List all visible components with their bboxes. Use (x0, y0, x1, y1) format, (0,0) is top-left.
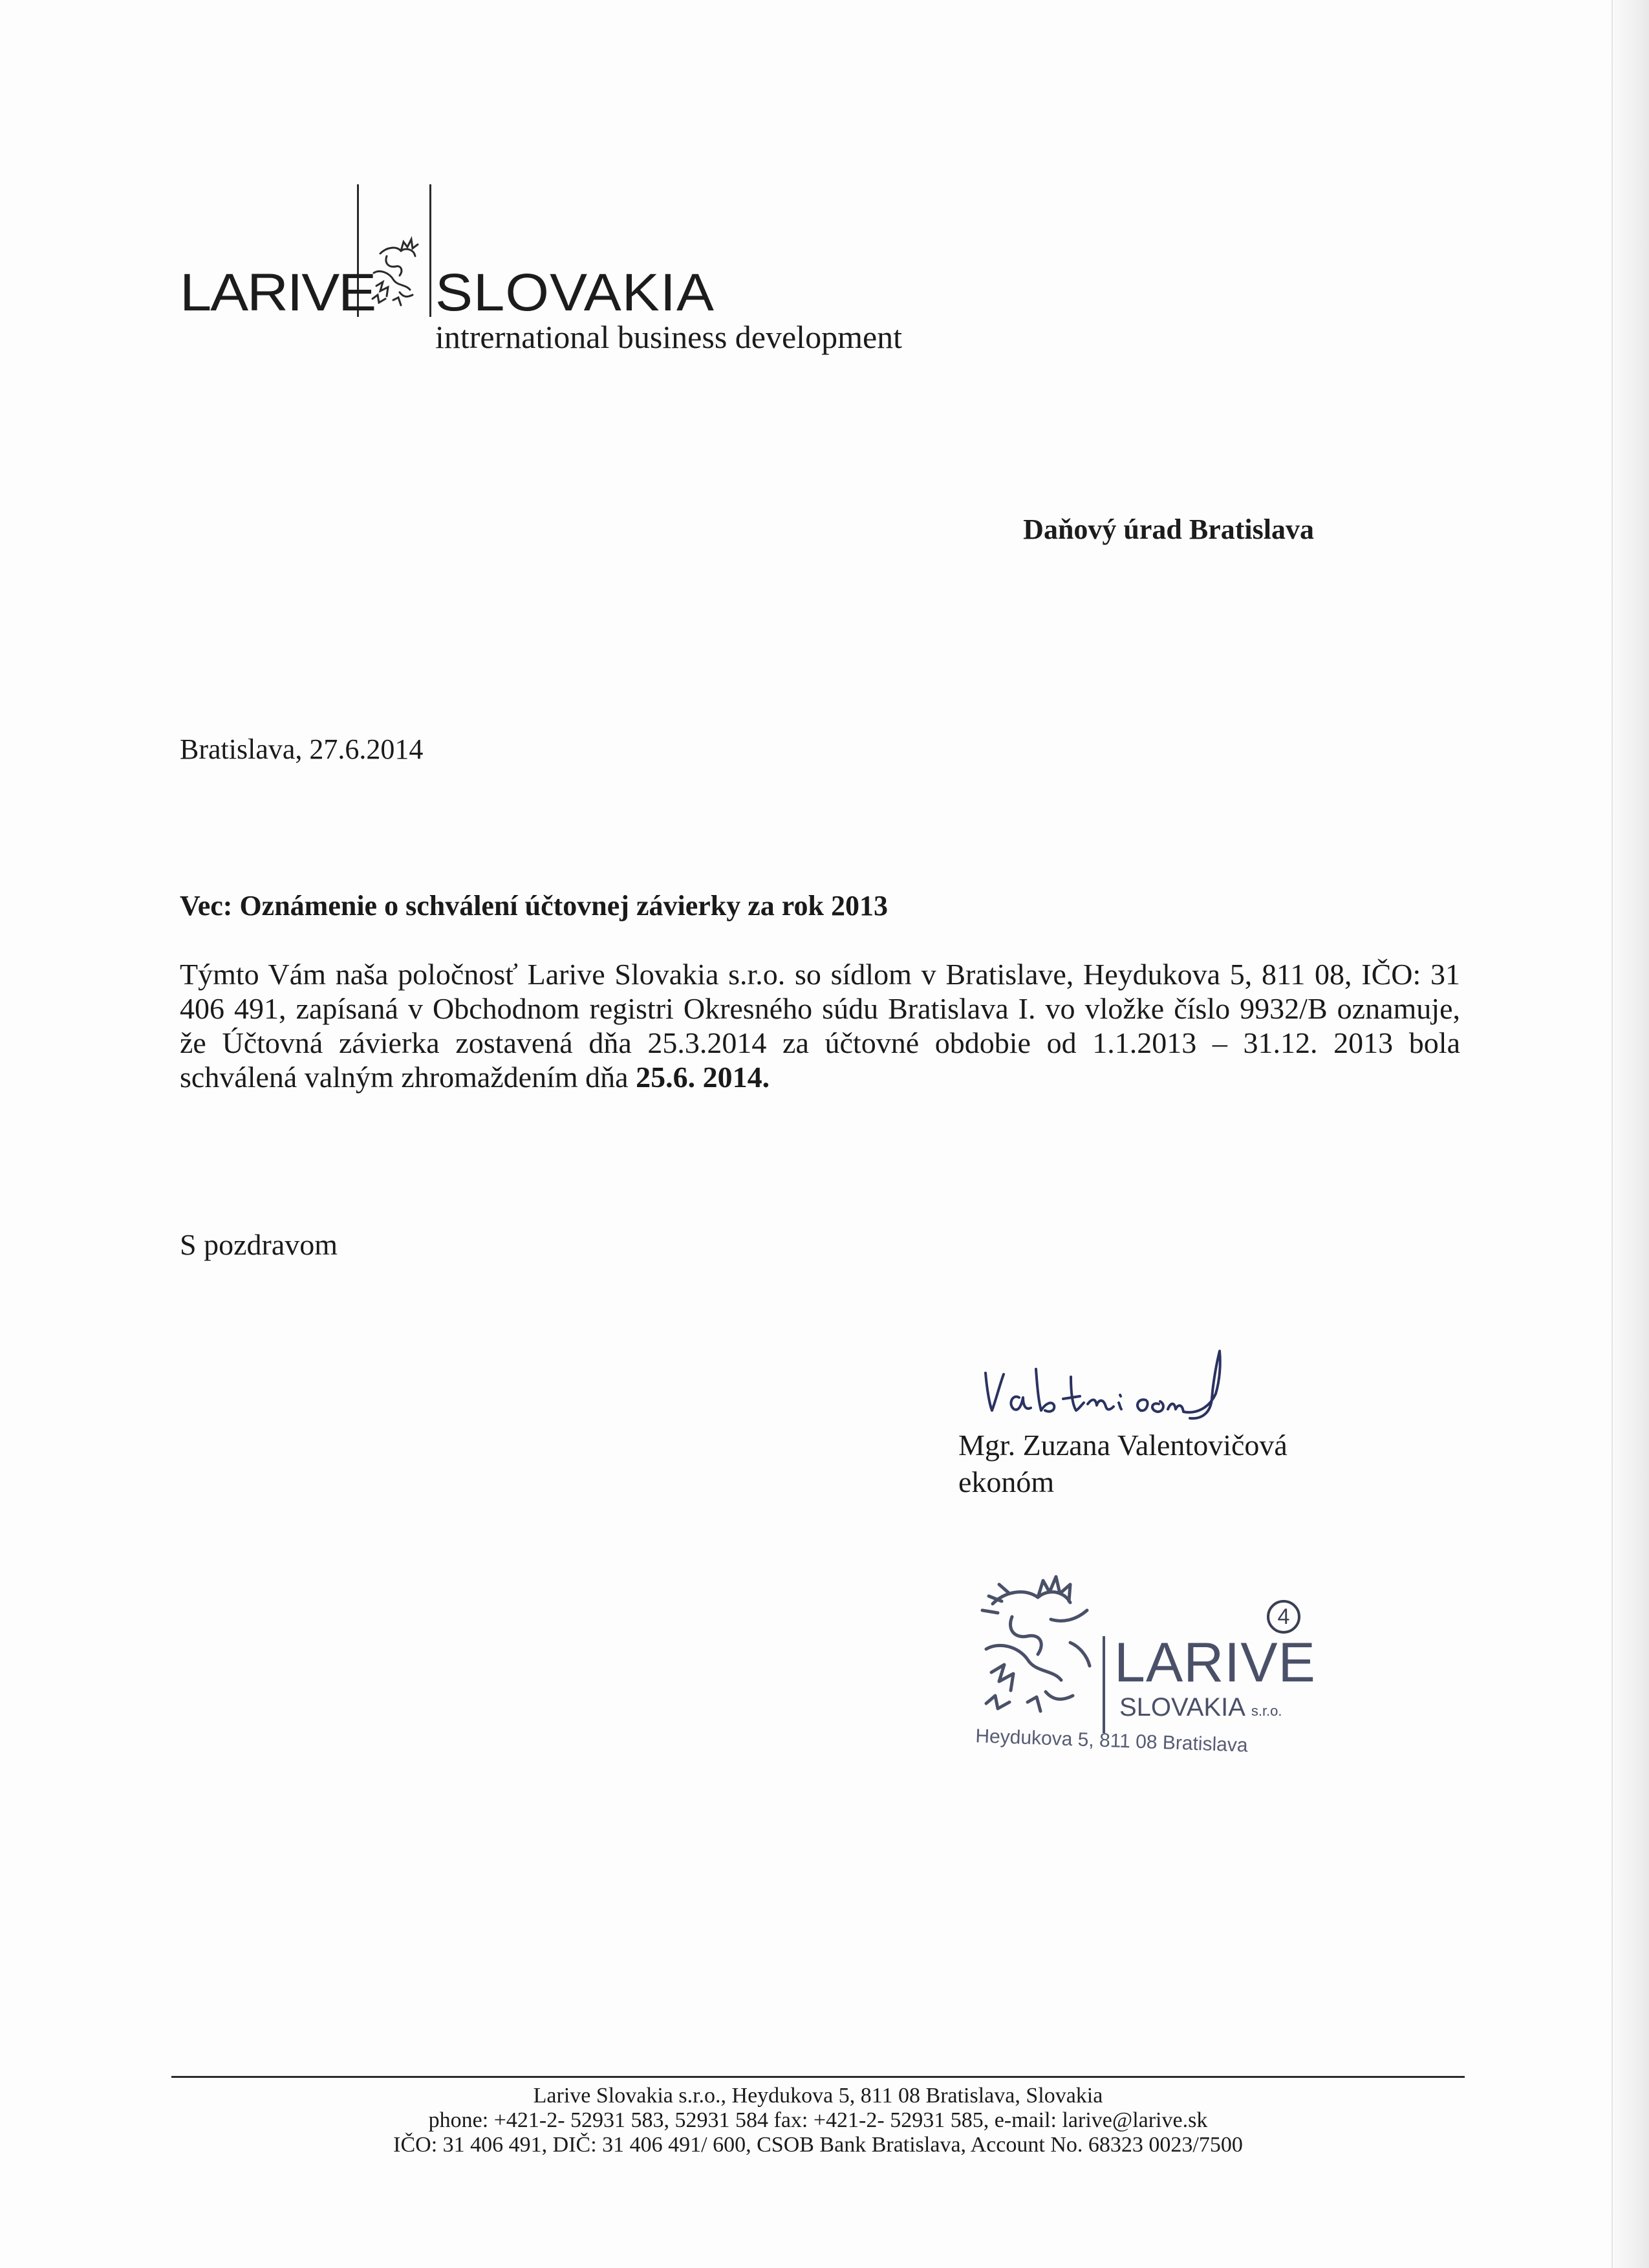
letterhead-rule-right (429, 184, 431, 317)
letterhead-name-left: LARIVE (180, 263, 376, 322)
letterhead-tagline: intrernational business development (435, 319, 903, 355)
body-text: Týmto Vám naša poločnosť Larive Slovakia s.r.o. so sídlom v Bratislave, Heydukova 5, 811 08, IČO: 31 406 491, zapísaná v Obchodnom registri Okresného súdu Bratislava I. vo vložke číslo 9932/B oznamuje, že Účtovná závierka zostavená dňa 25.3.2014 za účtovné obdobie od 1.1.2013 – 31.12. 2013 bola schválená valným zhromaždením dňa (180, 958, 1460, 1094)
stamp-divider (1103, 1636, 1105, 1733)
signer-name: Mgr. Zuzana Valentovičová (958, 1429, 1288, 1462)
griffin-logo-icon (361, 228, 426, 313)
stamp-line2 (1119, 1693, 1282, 1722)
recipient: Daňový úrad Bratislava (1023, 513, 1314, 545)
signer-role: ekonóm (958, 1465, 1055, 1498)
subject-text: Oznámenie o schválení účtovnej závierky za rok 2013 (239, 890, 888, 922)
footer-registration: IČO: 31 406 491, DIČ: 31 406 491/ 600, CSOB Bank Bratislava, Account No. 68323 0023/7500 (393, 2133, 1243, 2157)
footer-rule (171, 2076, 1465, 2078)
date-line: Bratislava, 27.6.2014 (180, 733, 424, 765)
body-paragraph (180, 957, 1460, 1094)
stamp-number: 4 (1267, 1600, 1300, 1634)
handwritten-signature (976, 1342, 1248, 1432)
footer-contact: phone: +421-2- 52931 583, 52931 584 fax: +421-2- 52931 585, e-mail: larive@larive.sk (428, 2108, 1208, 2132)
scan-edge (1613, 0, 1649, 2268)
stamp-line1: LARIVE (1114, 1632, 1316, 1694)
company-stamp (973, 1565, 1316, 1756)
letterhead-name-right: SLOVAKIA (435, 263, 715, 322)
stamp-address: Heydukova 5, 811 08 Bratislava (975, 1725, 1249, 1756)
stamp-legal-form: s.r.o. (1251, 1703, 1282, 1719)
footer (171, 2084, 1465, 2157)
approval-date: 25.6. 2014. (636, 1061, 770, 1094)
footer-address: Larive Slovakia s.r.o., Heydukova 5, 811 08 Bratislava, Slovakia (533, 2084, 1103, 2108)
greeting: S pozdravom (180, 1228, 338, 1261)
stamp-griffin-icon (973, 1565, 1103, 1720)
stamp-slovakia: SLOVAKIA (1119, 1693, 1244, 1722)
subject-line (180, 889, 888, 922)
subject-prefix: Vec: (180, 890, 233, 922)
